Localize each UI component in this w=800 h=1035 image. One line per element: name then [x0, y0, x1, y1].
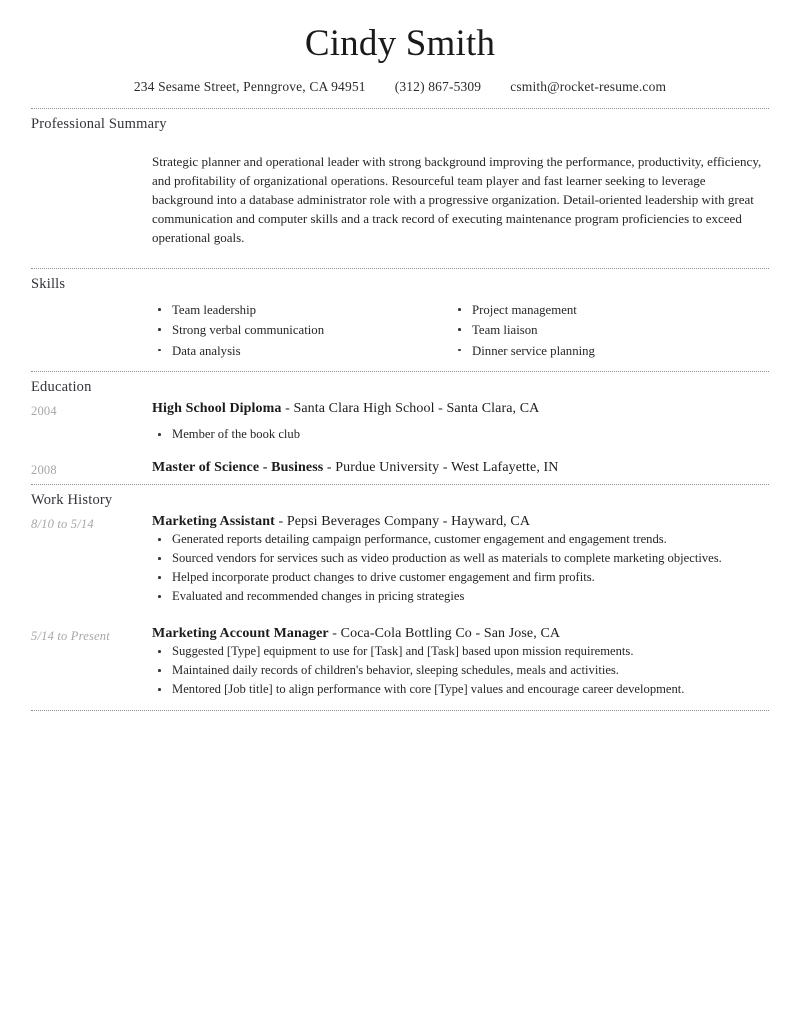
- section-work-history: [31, 485, 769, 710]
- skills-gutter: [31, 297, 152, 301]
- work-date: 5/14 to Present: [31, 628, 110, 643]
- section-professional-summary: [31, 109, 769, 269]
- work-entry-content: [152, 513, 769, 607]
- list-item: Team liaison: [452, 320, 752, 340]
- education-institution: - Santa Clara High School - Santa Clara, CA: [281, 400, 540, 416]
- summary-content: [152, 137, 769, 261]
- contact-phone: (312) 867-5309: [394, 78, 482, 94]
- work-bullets: [152, 642, 769, 699]
- work-entry-content: [152, 625, 769, 700]
- section-skills: [31, 269, 769, 371]
- list-item: Maintained daily records of children's behavior, sleeping schedules, meals and activities.: [152, 661, 769, 680]
- education-entry: [31, 459, 769, 478]
- list-item: Mentored [Job title] to align performance with core [Type] values and encourage career development.: [152, 680, 769, 699]
- work-employer: - Coca-Cola Bottling Co - San Jose, CA: [328, 625, 561, 641]
- summary-gutter: [31, 137, 152, 141]
- list-item: Helped incorporate product changes to drive customer engagement and firm profits.: [152, 568, 769, 587]
- contact-address: 234 Sesame Street, Penngrove, CA 94951: [133, 78, 366, 94]
- skills-column-1: [152, 300, 452, 361]
- summary-text: Strategic planner and operational leader with strong background improving the performance, productivity, efficiency, and profitability of organizational operations. Resourceful team player and fast learner seeking to leverage background into a database administrator role with a progressive organization. Detail-oriented leadership with great communication and computer skills and a track record of executing maintenance program proficiencies to exceed operational goals.: [152, 153, 762, 246]
- skills-grid: [152, 297, 769, 361]
- education-bullets: [152, 425, 769, 444]
- section-title-skills: Skills: [31, 276, 66, 293]
- list-item: Data analysis: [152, 341, 452, 361]
- education-degree: High School Diploma: [152, 400, 282, 416]
- section-title-education: Education: [31, 378, 92, 395]
- section-education: [31, 372, 769, 484]
- education-date: 2008: [31, 462, 57, 477]
- education-entry-title: [152, 459, 769, 477]
- list-item: Suggested [Type] equipment to use for [Task] and [Task] based upon mission requirements.: [152, 642, 769, 661]
- education-entry-title: [152, 400, 769, 418]
- work-role: Marketing Assistant: [152, 513, 275, 529]
- list-item: Evaluated and recommended changes in pricing strategies: [152, 587, 769, 606]
- skills-column-2: [452, 300, 752, 361]
- work-role: Marketing Account Manager: [152, 625, 329, 641]
- section-title-summary: Professional Summary: [31, 115, 167, 132]
- list-item: Dinner service planning: [452, 341, 752, 361]
- section-title-work-history: Work History: [31, 491, 113, 508]
- list-item: Member of the book club: [152, 425, 769, 444]
- work-entry-title: [152, 625, 769, 643]
- work-entry: [31, 625, 769, 700]
- education-entry-content: [152, 459, 769, 477]
- list-item: Team leadership: [152, 300, 452, 320]
- summary-row: [31, 137, 769, 261]
- education-entry-content: [152, 400, 769, 445]
- contact-email: csmith@rocket-resume.com: [510, 78, 667, 94]
- education-date: 2004: [31, 403, 57, 418]
- work-bullets: [152, 530, 769, 607]
- list-item: Sourced vendors for services such as video production as well as materials to complete marketing objectives.: [152, 549, 769, 568]
- education-institution: - Purdue University - West Lafayette, IN: [323, 459, 559, 475]
- skills-content: [152, 297, 769, 361]
- education-degree: Master of Science - Business: [152, 459, 324, 475]
- work-date: 8/10 to 5/14: [31, 516, 94, 531]
- candidate-name: Cindy Smith: [304, 23, 496, 64]
- work-entry: [31, 513, 769, 607]
- list-item: Generated reports detailing campaign performance, customer engagement and engagement trends.: [152, 530, 769, 549]
- skills-row: [31, 297, 769, 361]
- contact-line: [31, 79, 769, 95]
- divider-after-work-history: [31, 710, 769, 711]
- education-entry: [31, 400, 769, 445]
- list-item: Strong verbal communication: [152, 320, 452, 340]
- skills-list-2: [452, 300, 752, 361]
- work-employer: - Pepsi Beverages Company - Hayward, CA: [274, 513, 531, 529]
- work-entry-title: [152, 513, 769, 531]
- resume-header: [31, 0, 769, 95]
- skills-list-1: [152, 300, 452, 361]
- list-item: Project management: [452, 300, 752, 320]
